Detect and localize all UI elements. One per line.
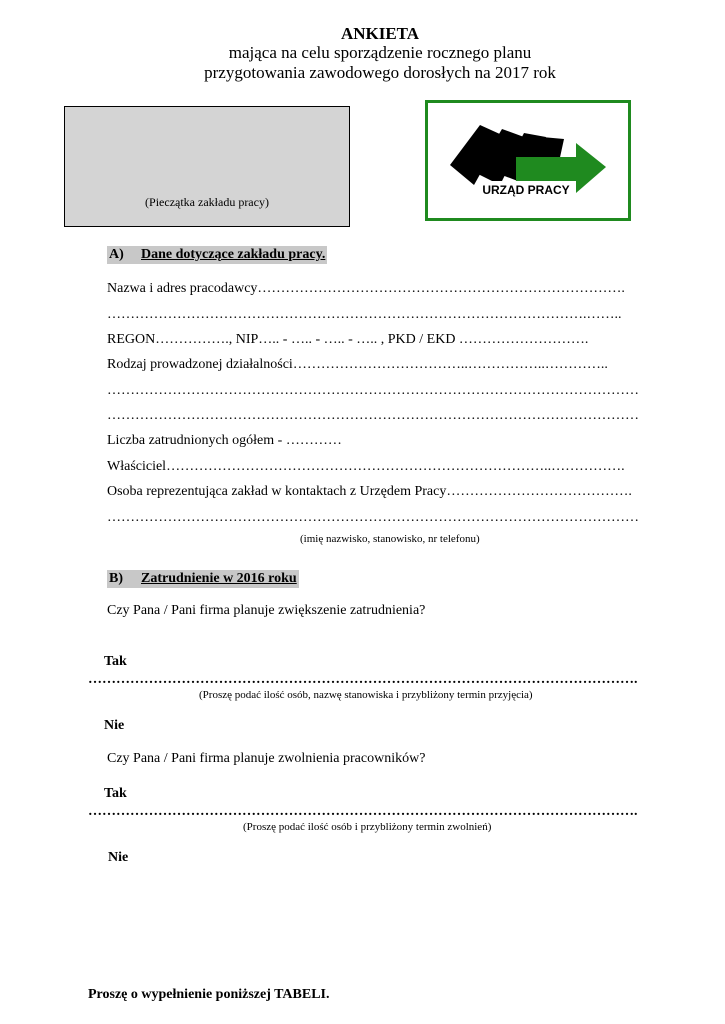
layoffs-yes-option[interactable] <box>88 785 127 803</box>
layoffs-yes-label: Tak <box>104 786 127 801</box>
title-line-1: mająca na celu sporządzenie rocznego planu <box>228 43 532 62</box>
logo-graphic <box>428 103 628 218</box>
employee-count-field[interactable]: Liczba zatrudnionych ogółem - ………… <box>107 433 342 448</box>
stamp-label: (Pieczątka zakładu pracy) <box>145 195 269 209</box>
contact-person-field-2[interactable]: …………………………………………………………………………………………………… <box>107 510 639 525</box>
section-b-number: B) <box>109 571 123 586</box>
logo-text: URZĄD PRACY <box>482 183 570 197</box>
fill-table-instruction: Proszę o wypełnienie poniższej TABELI. <box>88 987 330 1002</box>
layoffs-no-option[interactable] <box>92 849 128 867</box>
business-type-field-2[interactable]: …………………………………………………………………………………………………… <box>107 383 639 398</box>
company-stamp-box <box>64 106 350 227</box>
hiring-details-field[interactable]: ………………………………………………………………………………………………………. <box>88 672 638 687</box>
employer-address-field[interactable]: ………………………………………………………………………………………….…….. <box>107 307 622 322</box>
section-a-title: Dane dotyczące zakładu pracy. <box>141 247 326 262</box>
title-line-2: przygotowania zawodowego dorosłych na 2017 rok <box>204 63 556 82</box>
layoffs-no-label: Nie <box>108 850 129 865</box>
contact-person-note: (imię nazwisko, stanowisko, nr telefonu) <box>300 533 480 545</box>
employer-name-field[interactable]: Nazwa i adres pracodawcy……………………………………………………………………. <box>107 281 625 296</box>
hiring-no-label: Nie <box>104 718 125 733</box>
hiring-yes-label: Tak <box>104 654 127 669</box>
business-type-field-3[interactable]: …………………………………………………………………………………………………… <box>107 408 639 423</box>
section-b-title: Zatrudnienie w 2016 roku <box>141 571 297 586</box>
section-a-number: A) <box>109 247 124 262</box>
regon-nip-pkd-field[interactable]: REGON……………., NIP….. - ….. - ….. - ….. , PKD / EKD ………………………. <box>107 332 589 347</box>
section-b-heading <box>107 570 299 588</box>
section-a-heading <box>107 246 327 264</box>
question-hiring: Czy Pana / Pani firma planuje zwiększenie zatrudnienia? <box>107 603 426 618</box>
contact-person-field[interactable]: Osoba reprezentująca zakład w kontaktach z Urzędem Pracy…………………………………. <box>107 484 632 499</box>
document-title: ANKIETA <box>340 24 420 43</box>
business-type-field[interactable]: Rodzaj prowadzonej działalności………………………………..……………..………….. <box>107 357 608 372</box>
layoffs-details-field[interactable]: ………………………………………………………………………………………………………. <box>88 804 638 819</box>
hiring-details-note: (Proszę podać ilość osób, nazwę stanowiska i przybliżony termin przyjęcia) <box>199 689 533 701</box>
hiring-yes-option[interactable] <box>88 653 127 671</box>
question-layoffs: Czy Pana / Pani firma planuje zwolnienia pracowników? <box>107 751 426 766</box>
owner-field[interactable]: Właściciel………………………………………………………………………..……………. <box>107 459 625 474</box>
hiring-no-option[interactable] <box>88 717 124 735</box>
urzad-pracy-logo <box>425 100 631 221</box>
layoffs-details-note: (Proszę podać ilość osób i przybliżony termin zwolnień) <box>243 821 492 833</box>
